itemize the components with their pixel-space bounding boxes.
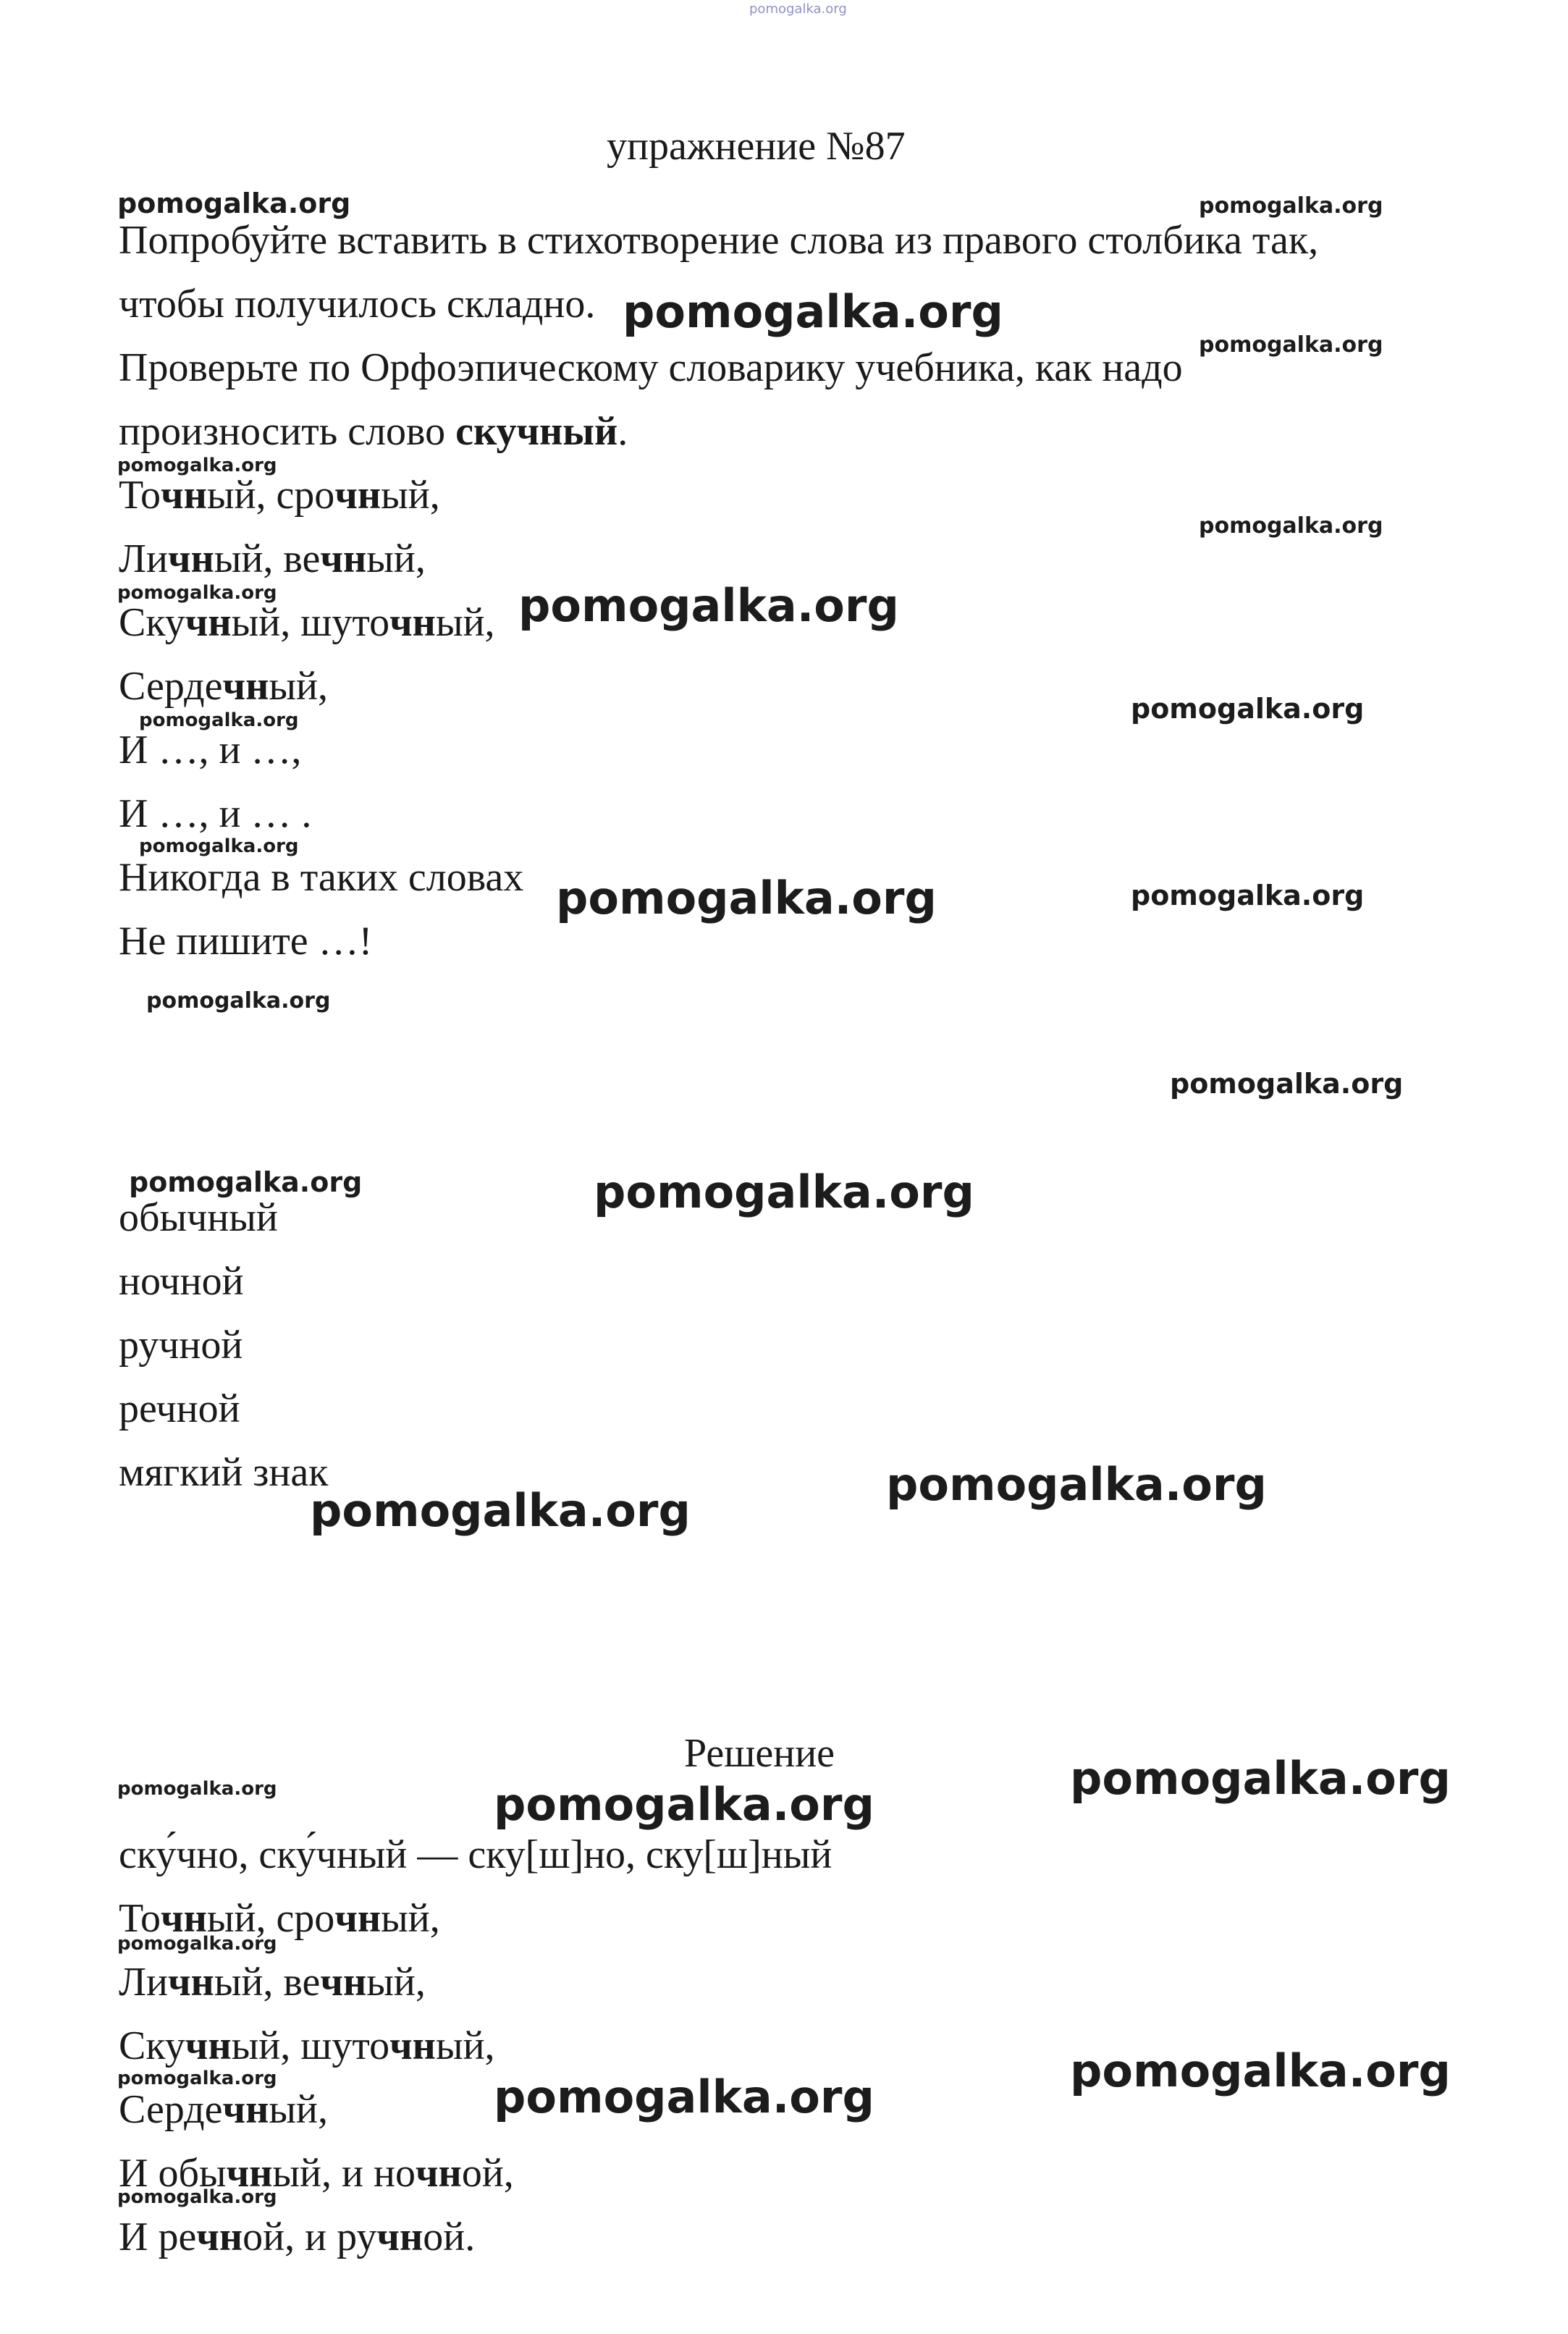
watermark: pomogalka.org <box>1170 1068 1404 1100</box>
page-title: упражнение №87 <box>607 124 906 169</box>
watermark: pomogalka.org <box>117 455 277 476</box>
poem-line: И …, и … . <box>119 791 312 836</box>
watermark: pomogalka.org <box>117 1933 277 1955</box>
watermark: pomogalka.org <box>117 1778 277 1800</box>
solution-poem-line: Сердечный, <box>119 2087 328 2132</box>
header-watermark: pomogalka.org <box>749 1 847 17</box>
poem-line: Не пишите …! <box>119 919 373 964</box>
solution-poem-line: И речной, и ручной. <box>119 2215 476 2259</box>
watermark: pomogalka.org <box>1131 693 1365 725</box>
watermark: pomogalka.org <box>594 1166 974 1218</box>
word-item: мягкий знак <box>119 1450 329 1495</box>
word-item: речной <box>119 1386 240 1431</box>
solution-pronunciation: ску́чно, ску́чный — ску[ш]но, ску[ш]ный <box>119 1832 833 1877</box>
poem-line: Никогда в таких словах <box>119 855 524 900</box>
keyword-bold: скучный <box>455 409 618 454</box>
poem-line: Скучный, шуточный, <box>119 600 495 645</box>
watermark: pomogalka.org <box>117 582 277 604</box>
poem-line: Точный, срочный, <box>119 473 440 518</box>
task-line-2: чтобы получилось складно. <box>119 282 596 326</box>
poem-line: И …, и …, <box>119 728 302 772</box>
watermark: pomogalka.org <box>518 579 899 632</box>
watermark: pomogalka.org <box>1199 513 1383 539</box>
task-line-1: Попробуйте вставить в стихотворение слова из правого столбика так, <box>119 218 1319 263</box>
solution-poem-line: Скучный, шуточный, <box>119 2023 495 2068</box>
watermark: pomogalka.org <box>494 1778 874 1831</box>
solution-poem-line: Личный, вечный, <box>119 1960 426 2005</box>
watermark: pomogalka.org <box>139 835 299 857</box>
watermark: pomogalka.org <box>1070 2044 1451 2097</box>
watermark: pomogalka.org <box>494 2070 874 2123</box>
watermark: pomogalka.org <box>1199 193 1383 219</box>
word-item: ночной <box>119 1259 244 1304</box>
word-item: обычный <box>119 1195 278 1240</box>
watermark: pomogalka.org <box>886 1458 1267 1511</box>
watermark: pomogalka.org <box>556 872 937 924</box>
solution-poem-line: И обычный, и ночной, <box>119 2151 514 2196</box>
watermark: pomogalka.org <box>1199 332 1383 358</box>
watermark: pomogalka.org <box>1131 880 1365 911</box>
watermark: pomogalka.org <box>117 188 351 219</box>
watermark: pomogalka.org <box>1070 1752 1451 1805</box>
watermark: pomogalka.org <box>117 2068 277 2089</box>
word-item: ручной <box>119 1323 243 1368</box>
task-line-4-suffix: . <box>617 409 628 454</box>
watermark: pomogalka.org <box>146 988 331 1014</box>
task-line-4-prefix: произносить слово <box>119 409 456 454</box>
poem-line: Сердечный, <box>119 664 328 709</box>
watermark: pomogalka.org <box>623 285 1003 338</box>
task-line-3: Проверьте по Орфоэпическому словарику учебника, как надо <box>119 345 1183 390</box>
watermark: pomogalka.org <box>139 709 299 731</box>
watermark: pomogalka.org <box>310 1484 691 1537</box>
watermark: pomogalka.org <box>117 2186 277 2208</box>
solution-poem-line: Точный, срочный, <box>119 1896 440 1941</box>
task-line-4 <box>119 411 628 452</box>
watermark: pomogalka.org <box>129 1166 363 1198</box>
solution-heading: Решение <box>684 1731 835 1776</box>
poem-line: Личный, вечный, <box>119 536 426 581</box>
